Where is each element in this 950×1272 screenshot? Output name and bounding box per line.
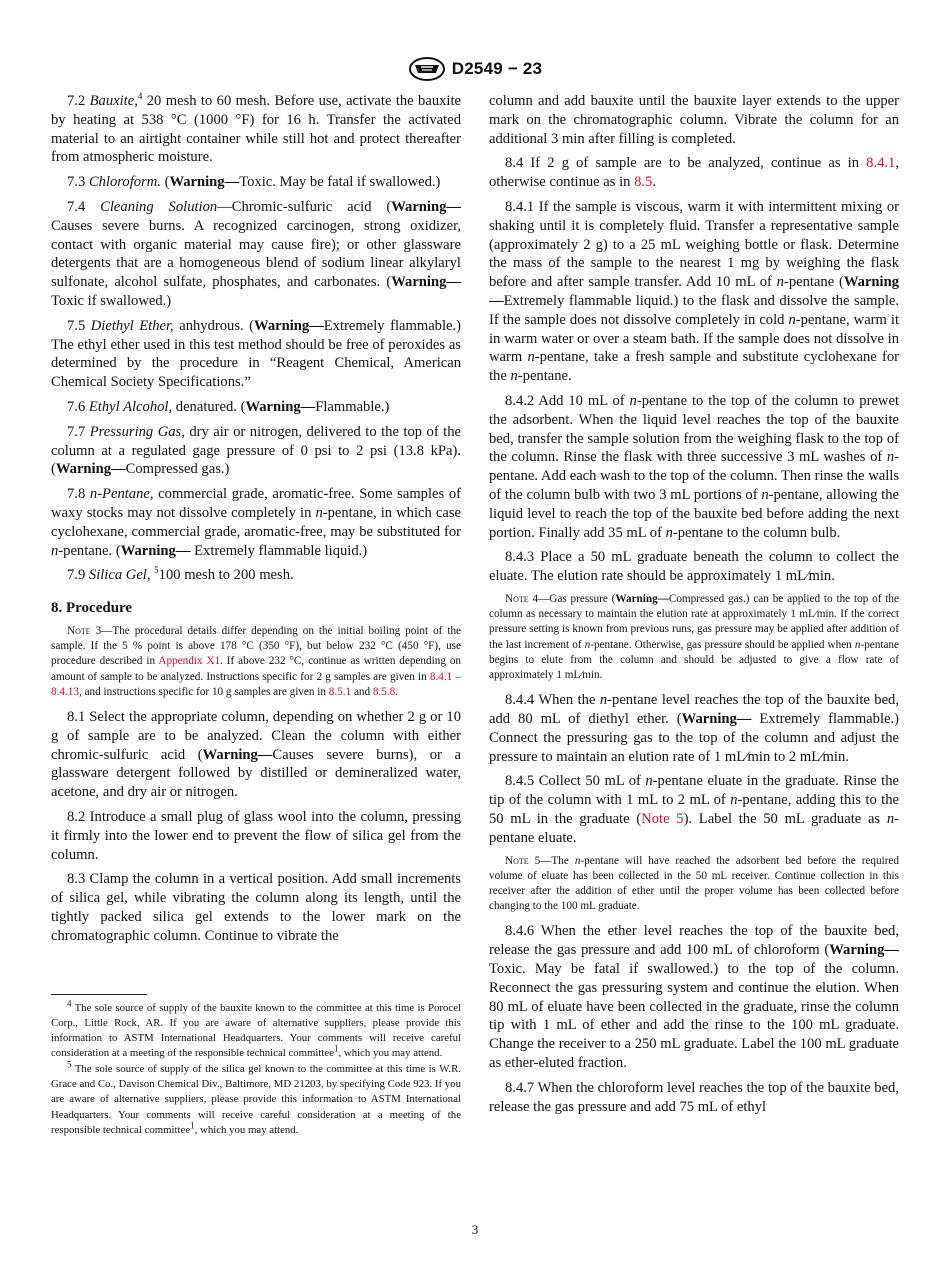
section-8-4-2: 8.4.2 Add 10 mL of n-pentane to the top of the column to prewet the adsorbent. When the liquid level reaches the top of the bauxite bed, transfer the sample solution from the weighing flask to the top of the column. Rinse the flask with three successive 3 mL washes of n-pentane. Add each wash to the top of the column. Then rinse the walls of the column bulb with two 3 mL portions of n-pentane, allowing the liquid level to reach the top of the bauxite bed before adding the next portion. Finally add 35 mL of n-pentane to the column bulb.: [489, 392, 900, 541]
section-7-7: 7.7 Pressuring Gas, dry air or nitrogen, delivered to the top of the column at a regulated gage pressure of 0 psi to 2 psi (13.8 kPa). (Warning—Compressed gas.): [51, 423, 461, 478]
section-8-heading: 8. Procedure: [51, 600, 133, 617]
section-8-4-5: 8.4.5 Collect 50 mL of n-pentane eluate in the graduate. Rinse the tip of the column with 1 mL to 2 mL of n-pentane, adding this to the 50 mL in the graduate (Note 5). Label the 50 mL graduate as n-pentane eluate.: [489, 773, 899, 846]
right-column: [489, 92, 899, 1122]
link-note-5[interactable]: Note 5: [641, 810, 684, 827]
note-4: Note 4—Gas pressure (Warning—Compressed gas.) can be applied to the top of the column as necessary to maintain the elution rate at approximately 1 mL⁄min. If the correct pressure setting is known from previous runs, gas pressure may be applied after addition of the last increment of n-pentane. Otherwise, gas pressure should be applied when n-pentane begins to elute from the column and should be adjusted to give a flow rate of approximately 1 mL⁄min.: [489, 592, 899, 681]
section-8-3-continued: column and add bauxite until the bauxite layer extends to the upper mark on the chromatographic column. Vibrate the column for an additional 3 min after filling is completed.: [489, 93, 899, 147]
link-8-4-1-to-8-4-13[interactable]: 8.4.1 – 8.4.13: [51, 670, 462, 698]
astm-logo-icon: [408, 56, 446, 82]
note-5: Note 5—The n-pentane will have reached the adsorbent bed before the required volume of eluate has been collected in the 50 mL receiver. Continue collection in this receiver after the addition of ether until the proper volume has been collected before changing to the 100 mL graduate.: [489, 854, 899, 913]
footnote-ref-5[interactable]: 5: [154, 565, 159, 576]
section-7-8: 7.8 n-Pentane, commercial grade, aromatic-free. Some samples of waxy stocks may not dissolve completely in n-pentane, in which case cyclohexane, commercial grade, aromatic-free, may be substituted for n-pentane. (Warning— Extremely flammable liquid.): [51, 486, 461, 559]
footnote-divider: [51, 994, 147, 995]
page-number: 3: [471, 1222, 479, 1237]
link-8-4-1[interactable]: 8.4.1: [866, 155, 896, 172]
page-header: [0, 56, 950, 87]
section-8-1: 8.1 Select the appropriate column, depending on whether 2 g or 10 g of sample are to be analyzed. Clean the column with either chromic-sulfuric acid (Warning—Causes severe burns), or a glassware detergent followed by distilled or demineralized water, acetone, and dry air or nitrogen.: [51, 708, 462, 801]
link-8-5-8[interactable]: 8.5.8: [372, 685, 396, 698]
footnote-4: $^4$ The sole source of supply of the bauxite known to the committee at this time is Porocel Corp., Little Rock, AR. If you are aware of alternative suppliers, please provide this information to ASTM International Headquarters. Your comments will receive careful consideration at a meeting of the responsible technical committee$^1$, which you may attend.: [51, 997, 461, 1060]
section-7-4: 7.4 Cleaning Solution—Chromic-sulfuric acid (Warning— Causes severe burns. A recognized carcinogen, strong oxidizer, contact with organic material may cause fire); or other glassware detergents that are a homogeneous blend of sodium linear alkylaryl sulfonate, alcohol sulfate, phosphates, and carbonates. (Warning—Toxic if swallowed.): [51, 198, 461, 309]
note-3: Note 3—The procedural details differ depending on the initial boiling point of the sample. If the 5 % point is above 178 °C (350 °F), but below 232 °C (450 °F), use procedure described in Appendix X1. If above 232 °C, continue as written depending on amount of sample to be analyzed. Instructions specific for 2 g samples are given in 8.4.1 – 8.4.13, and instructions specific for 10 g samples are given in 8.5.1 and 8.5.8.: [51, 624, 462, 698]
left-column: [51, 92, 461, 1138]
link-appendix-x1[interactable]: Appendix X1: [158, 655, 221, 668]
section-8-3: 8.3 Clamp the column in a vertical position. Add small increments of silica gel, while vibrating the column along its length, until the tightly packed silica gel extends to the lower mark on the chromatographic column. Continue to vibrate the: [51, 871, 461, 944]
section-8-4-7: 8.4.7 When the chloroform level reaches the top of the bauxite bed, release the gas pressure and add 75 mL of ethyl: [489, 1079, 899, 1115]
section-8-4-3: 8.4.3 Place a 50 mL graduate beneath the column to collect the eluate. The elution rate should be approximately 1 mL⁄min.: [489, 549, 899, 585]
footnote-5: $^5$ The sole source of supply of the silica gel known to the committee at this time is W.R. Grace and Co., Davison Chemical Div., Baltimore, MD 21203, by specifying Code 923. If you are aware of alternative suppliers, please provide this information to ASTM International Headquarters. Your comments will receive careful consideration at a meeting of the responsible technical committee$^1$, which you may attend.: [51, 1059, 461, 1136]
section-7-2: 7.2 Bauxite,$^4$ 20 mesh to 60 mesh. Before use, activate the bauxite by heating at 538 °C (1000 °F) for 16 h. Transfer the activated material to an airtight container while still hot and protect thereafter from atmospheric moisture.: [51, 91, 462, 166]
section-8-2: 8.2 Introduce a small plug of glass wool into the column, pressing it firmly into the lower end to prevent the flow of silica gel from the column.: [51, 808, 461, 863]
section-8-4-1: 8.4.1 If the sample is viscous, warm it with intermittent mixing or shaking until it is completely fluid. Transfer a representative sample (approximately 2 g) to a 25 mL weighing bottle or flask. Determine the mass of the sample to the nearest 1 mg by weighing the flask before and after sample transfer. Add 10 mL of n-pentane (Warning—Extremely flammable liquid.) to the flask and dissolve the sample. If the sample does not dissolve completely in cold n-pentane, warm it in warm water or over a steam bath. If the sample does not dissolve in warm n-pentane, take a fresh sample and substitute cyclohexane for the n-pentane.: [489, 198, 900, 385]
footnote-ref-4[interactable]: 4: [137, 91, 143, 102]
section-7-9: 7.9 Silica Gel, $^5$100 mesh to 200 mesh.: [67, 565, 294, 584]
standard-designation: D2549 − 23: [451, 59, 543, 78]
link-8-5-1[interactable]: 8.5.1: [328, 685, 352, 698]
section-7-5: 7.5 Diethyl Ether, anhydrous. (Warning—Extremely flammable.) The ethyl ether used in this test method should be free of peroxides as determined by the procedure in “Reagent Chemical, American Chemical Society Specifications.”: [51, 317, 462, 391]
section-8-4: 8.4 If 2 g of sample are to be analyzed, continue as in 8.4.1, otherwise continue as in 8.5.: [489, 155, 899, 191]
section-8-4-6: 8.4.6 When the ether level reaches the top of the bauxite bed, release the gas pressure and add 100 mL of chloroform (Warning—Toxic. May be fatal if swallowed.) to the top of the column. Reconnect the gas pressuring system and continue the elution. When 80 mL of eluate have been collected in the graduate, rinse the column tip with 1 mL of ether and add the rinse to the 100 mL graduate. Change the receiver to a 250 mL graduate. Label the 100 mL graduate as ether-eluted fraction.: [489, 923, 899, 1071]
section-7-3: 7.3 Chloroform. (Warning—Toxic. May be fatal if swallowed.): [67, 174, 441, 191]
link-8-5[interactable]: 8.5: [634, 174, 653, 191]
section-8-4-4: 8.4.4 When the n-pentane level reaches the top of the bauxite bed, add 80 mL of diethyl ether. (Warning— Extremely flammable.) Connect the pressuring gas to the top of the column and adjust the pressure to maintain an elution rate of 1 mL⁄min to 2 mL⁄min.: [489, 692, 899, 765]
section-7-6: 7.6 Ethyl Alcohol, denatured. (Warning—Flammable.): [67, 398, 390, 415]
